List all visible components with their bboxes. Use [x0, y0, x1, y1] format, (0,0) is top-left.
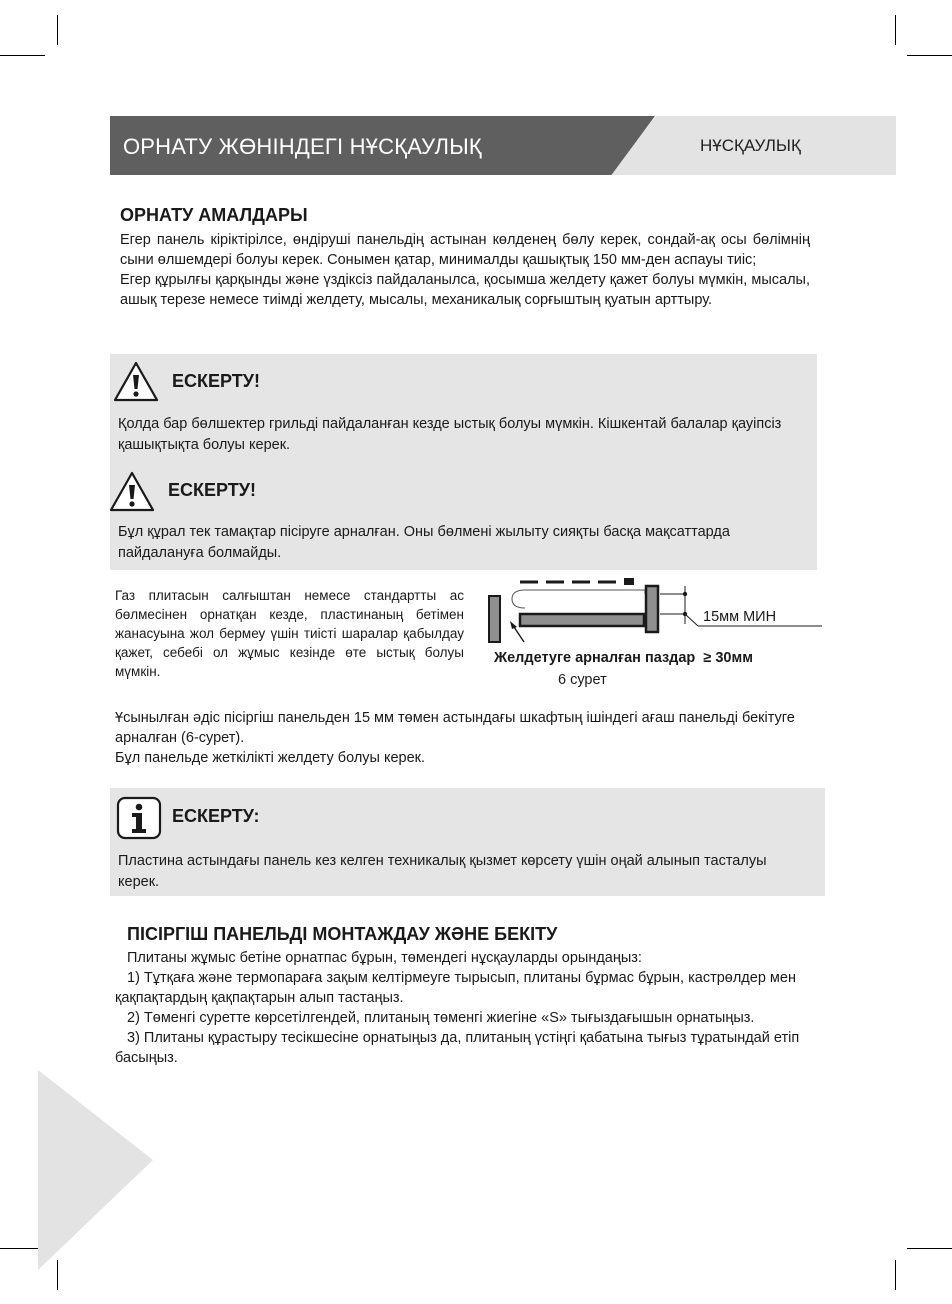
warning-title: ЕСКЕРТУ!: [172, 371, 260, 391]
decorative-corner: [38, 1070, 153, 1270]
figure-description: Газ плитасын салғыштан немесе стандартты ас бөлмесінен орнатқан кезде, пластинаның бетімен жанасуына жол бермеу үшін тиісті шаралар қабылдау қажет, себебі ол жұмыс кезінде өте ыстық болуы мүмкін.: [115, 588, 464, 679]
paragraph: Егер құрылғы қарқынды және үздіксіз пайдаланылса, қосымша желдету қажет болуы мүмкін, мысалы, ашық терезе немесе тиімді желдету, мысалы, механикалық сорғыштың қуатын арттыру.: [120, 272, 810, 308]
step-item: 1) Тұтқаға және термопараға зақым келтірмеуге тырысып, плитаны бұрмас бұрын, кастрөлдер мен қақпақтардың қақпақтарын алып тастаңыз.: [115, 970, 796, 1006]
vent-caption: Желдетуге арналған паздар ≥ 30мм: [494, 650, 753, 666]
warning-text: Қолда бар бөлшектер грильді пайдаланған кезде ыстық болуы мүмкін. Кішкентай балалар қауіпсіз қашықтықта болуы керек.: [118, 416, 782, 453]
crop-mark: [907, 55, 952, 56]
paragraph: Ұсынылған әдіс пісіргіш панельден 15 мм төмен астындағы шкафтың ішіндегі ағаш панельді бекітуге арналған (6-сурет).: [115, 710, 795, 746]
installation-steps-section: [120, 205, 810, 310]
section-title: ПІСІРГІШ ПАНЕЛЬДІ МОНТАЖДАУ ЖӘНЕ БЕКІТУ: [127, 924, 558, 944]
warning-triangle-icon: [108, 470, 156, 519]
figure-number: 6 сурет: [558, 672, 607, 688]
step-item: 2) Төменгі суретте көрсетілгендей, плитаның төменгі жиегіне «S» тығыздағышын орнатыңыз.: [127, 1010, 755, 1026]
hob-mounting-section: [115, 924, 815, 1068]
paragraph: Егер панель кіріктірілсе, өндіруші панельдің астынан көлденең бөлу керек, сондай-ақ осы бөлімнің сыни өлшемдері болуы керек. Сонымен қатар, минималды қашықтық 150 мм-ден аспауы тиіс;: [120, 232, 810, 268]
crop-mark: [907, 1248, 952, 1249]
info-icon: [116, 796, 162, 845]
crop-mark: [895, 15, 896, 45]
step-item: 3) Плитаны құрастыру тесікшесіне орнатыңыз да, плитаның үстіңгі қабатына тығыз тұратындай етіп басыңыз.: [115, 1030, 800, 1066]
warning-title: ЕСКЕРТУ!: [168, 480, 256, 500]
note-title: ЕСКЕРТУ:: [172, 806, 260, 826]
warning-triangle-icon: [112, 360, 160, 409]
page-title: ОРНАТУ ЖӨНІНДЕГІ НҰСҚАУЛЫҚ: [123, 134, 482, 159]
section-title: ОРНАТУ АМАЛДАРЫ: [120, 205, 308, 225]
crop-mark: [0, 55, 45, 56]
intro-text: Плитаны жұмыс бетіне орнатпас бұрын, төмендегі нұсқауларды орындаңыз:: [127, 950, 642, 966]
crop-mark: [895, 1260, 896, 1290]
dimension-label: 15мм МИН: [703, 609, 777, 625]
recommendation-text: [115, 708, 815, 768]
warning-text: Бұл құрал тек тамақтар пісіруге арналған. Оны бөлмені жылыту сияқты басқа мақсаттарда пайдалануға болмайды.: [118, 524, 730, 561]
header-tab-label: НҰСҚАУЛЫҚ: [700, 136, 801, 155]
paragraph: Бұл панельде жеткілікті желдету болуы керек.: [115, 750, 426, 766]
crop-mark: [57, 15, 58, 45]
crop-mark: [57, 1260, 58, 1290]
note-text: Пластина астындағы панель кез келген техникалық қызмет көрсету үшін оңай алынып тасталуы керек.: [118, 853, 767, 890]
